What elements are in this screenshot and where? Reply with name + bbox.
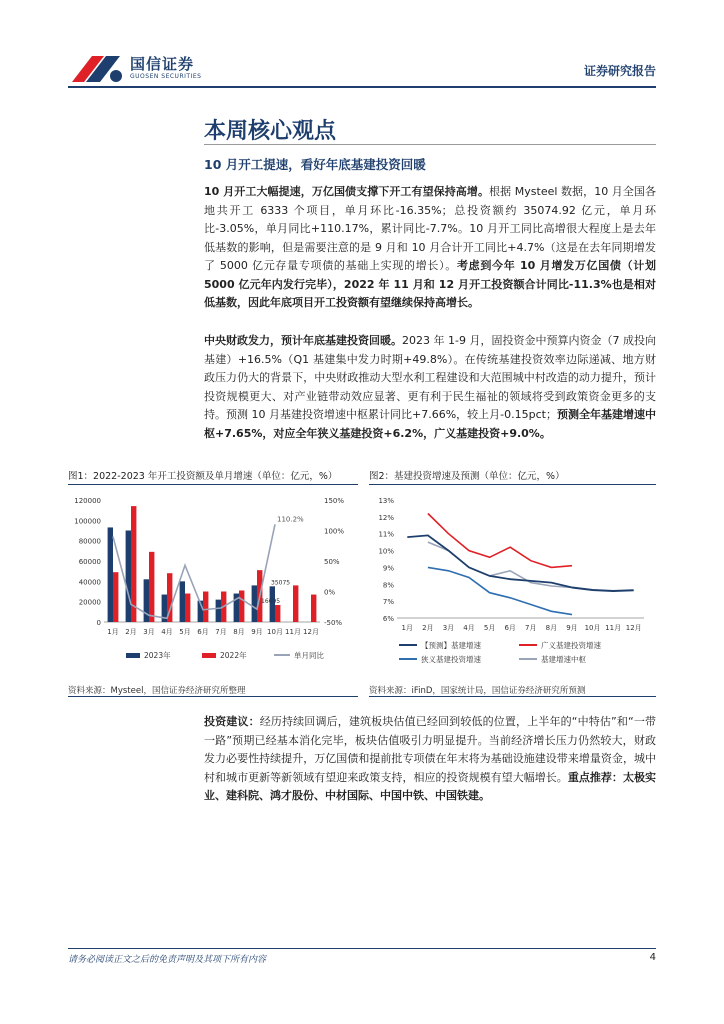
series-line-0 [572, 588, 634, 592]
x-tick-label: 2月 [422, 624, 434, 632]
x-tick-label: 9月 [566, 624, 578, 632]
header-divider [68, 86, 656, 88]
bar-2023 [180, 581, 185, 622]
x-tick-label: 3月 [442, 624, 455, 632]
y2-tick-label: 150% [324, 497, 345, 505]
paragraph-1-lead: 10 月开工大幅提速，万亿国债支撑下开工有望保持高增。 [204, 185, 490, 198]
y-tick-label: 40000 [78, 578, 101, 587]
paragraph-3-body: 经历持续回调后，建筑板块估值已经回到较低的位置，上半年的“中特估”和“一带一路”预期已经基本消化完毕，板块估值吸引力明显提升。当前经济增长压力仍然较大，财政发力必要性持续提升，万亿国债和提前批专项债在年末将为基础设施建设带来增量资金，城中村和城市更新等新领域有望迎来政策支持，相应的投资规模有望大幅增长。 [204, 715, 657, 784]
y-tick-label: 10% [378, 547, 394, 556]
page-number: 4 [649, 952, 656, 963]
y-tick-label: 8% [382, 581, 394, 590]
bar-2022 [113, 572, 118, 622]
x-tick-label: 2月 [125, 628, 137, 636]
x-tick-label: 10月 [584, 624, 601, 632]
bar-2022 [149, 552, 154, 622]
legend-swatch-2022 [202, 653, 216, 658]
series-line-2 [428, 567, 572, 614]
figure-1-source: 资料来源：Mysteel，国信证券经济研究所整理 [68, 686, 246, 696]
series-line-3 [428, 542, 572, 587]
bar-2022 [239, 590, 244, 622]
paragraph-1-body: 根据 Mysteel 数据，10 月全国各地共开工 6333 个项目，单月环比-16.35%；总投资额约 35074.92 亿元，单月环比-3.05%，单月同比+110.17%，累计同比-7.7%。10 月开工同比高增很大程度上是去年低基数的影响，但是需要注意的是 9 月和 10 月合计开工同比+4.7%（这是在去年同期增发了 5000 亿元存量专项债的基础上实现的增长）。 [204, 185, 657, 272]
y-tick-label: 6% [382, 615, 394, 623]
section-title: 本周核心观点 [204, 119, 337, 144]
y-tick-label: 13% [378, 497, 394, 505]
x-tick-label: 4月 [161, 628, 173, 636]
bar-2023 [108, 527, 113, 622]
x-tick-label: 9月 [251, 628, 263, 636]
chart-startup-investment [68, 490, 358, 675]
bar-2022 [311, 595, 316, 622]
y2-tick-label: 50% [324, 558, 340, 566]
bar-2023 [252, 585, 257, 622]
x-tick-label: 6月 [504, 624, 516, 632]
annotation-2023-oct: 35075 [271, 579, 291, 587]
legend-label: 狭义基建投资增速 [421, 655, 481, 664]
figure-2-caption-rule [369, 484, 656, 485]
x-tick-label: 1月 [401, 624, 414, 632]
footer-disclaimer: 请务必阅读正文之后的免责声明及其项下所有内容 [68, 955, 267, 965]
x-tick-label: 6月 [197, 628, 209, 636]
series-line-1 [428, 514, 572, 568]
x-tick-label: 11月 [605, 624, 622, 632]
y-tick-label: 80000 [78, 537, 101, 546]
figure-1-source-rule [68, 696, 358, 697]
section-divider [204, 144, 656, 145]
paragraph-2-lead: 中央财政发力，预计年底基建投资回暖。 [204, 334, 403, 347]
paragraph-2-body: 2023 年 1-9 月，固投资金中预算内资金（7 成投向基建）+16.5%（Q1 基建集中发力时期+49.8%）。在传统基建投资效率边际递减、地方财政压力仍大的背景下，中央财政推动大型水利工程建设和大范围城中村改造的动力提升，预计投资规模更大、对产业链带动效应显著、更有利于民生福祉的领域将受到政策资金更多的支持。预测 10 月基建投资增速中枢累计同比+7.66%，较上月-0.15pct； [204, 334, 657, 421]
paragraph-3-tail: 重点推荐：太极实业、建科院、鸿才股份、中材国际、中国中铁、中国铁建。 [204, 770, 657, 802]
x-tick-label: 7月 [215, 628, 227, 636]
y2-tick-label: 0% [324, 588, 336, 597]
x-tick-label: 4月 [463, 624, 475, 632]
y-tick-label: 11% [378, 530, 394, 539]
x-tick-label: 8月 [233, 628, 245, 636]
guosen-logo-icon [70, 52, 126, 86]
footer-divider [68, 948, 656, 949]
x-tick-label: 11月 [285, 628, 301, 636]
bar-2023 [126, 531, 131, 623]
bar-2023 [216, 600, 221, 622]
x-tick-label: 1月 [107, 628, 119, 636]
y2-tick-label: 100% [324, 527, 345, 536]
y-tick-label: 100000 [74, 517, 101, 526]
y-tick-label: 9% [382, 564, 394, 573]
legend-label: 【预测】基建增速 [421, 641, 481, 650]
figure-1-caption-rule [68, 484, 358, 485]
x-tick-label: 7月 [525, 624, 537, 632]
x-tick-label: 3月 [143, 628, 155, 636]
bar-2022 [275, 605, 280, 622]
y-tick-label: 7% [382, 598, 394, 607]
chart-infrastructure-growth [369, 490, 656, 675]
y-tick-label: 120000 [74, 497, 101, 505]
report-type: 证券研究报告 [583, 64, 656, 78]
figure-1-caption: 图1：2022-2023 年开工投资额及单月增速（单位：亿元，%） [68, 471, 338, 482]
y2-tick-label: -50% [324, 619, 343, 627]
section-subtitle: 10 月开工提速，看好年底基建投资回暖 [204, 157, 426, 172]
paragraph-1 [204, 183, 656, 313]
bar-2022 [293, 585, 298, 622]
bar-2022 [203, 592, 208, 623]
x-tick-label: 12月 [625, 624, 642, 632]
paragraph-2-tail: 预测全年基建增速中枢+7.65%，对应全年狭义基建投资+6.2%，广义基建投资+9.0%。 [204, 408, 656, 440]
x-tick-label: 5月 [179, 628, 191, 636]
annotation-yoy: 110.2% [277, 515, 304, 524]
x-tick-label: 12月 [303, 628, 319, 636]
y-tick-label: 0 [96, 619, 101, 627]
legend-label: 基建增速中枢 [541, 655, 586, 664]
y-tick-label: 12% [378, 513, 394, 522]
annotation-2022-oct: 16695 [261, 598, 281, 606]
legend-label: 广义基建投资增速 [541, 641, 601, 650]
legend-label: 2022年 [220, 651, 247, 660]
paragraph-2 [204, 332, 656, 443]
x-tick-label: 10月 [267, 628, 283, 636]
paragraph-3-lead: 投资建议： [204, 715, 260, 728]
legend-swatch-2023 [126, 653, 140, 658]
logo-name-en: GUOSEN SECURITIES [130, 73, 202, 80]
legend-label: 单月同比 [294, 651, 324, 660]
figure-2-source: 资料来源：iFinD，国家统计局，国信证券经济研究所预测 [369, 686, 586, 696]
logo-name: 国信证券 [130, 55, 195, 73]
bar-2022 [185, 594, 190, 622]
y-tick-label: 20000 [78, 598, 101, 607]
y-tick-label: 60000 [78, 558, 101, 566]
x-tick-label: 5月 [483, 624, 496, 632]
legend-label: 2023年 [144, 651, 171, 660]
figure-2-caption: 图2：基建投资增速及预测（单位：亿元，%） [369, 471, 565, 482]
x-tick-label: 8月 [545, 624, 558, 632]
paragraph-3 [204, 713, 656, 806]
figure-2-source-rule [369, 696, 656, 697]
line-yoy [113, 524, 275, 618]
paragraph-1-tail: 考虑到今年 10 月增发万亿国债（计划 5000 亿元年内发行完毕），2022 年 11 月和 12 月开工投资额合计同比-11.3%也是相对低基数，因此年底项目开工投资额有望继续保持高增长。 [204, 259, 656, 309]
